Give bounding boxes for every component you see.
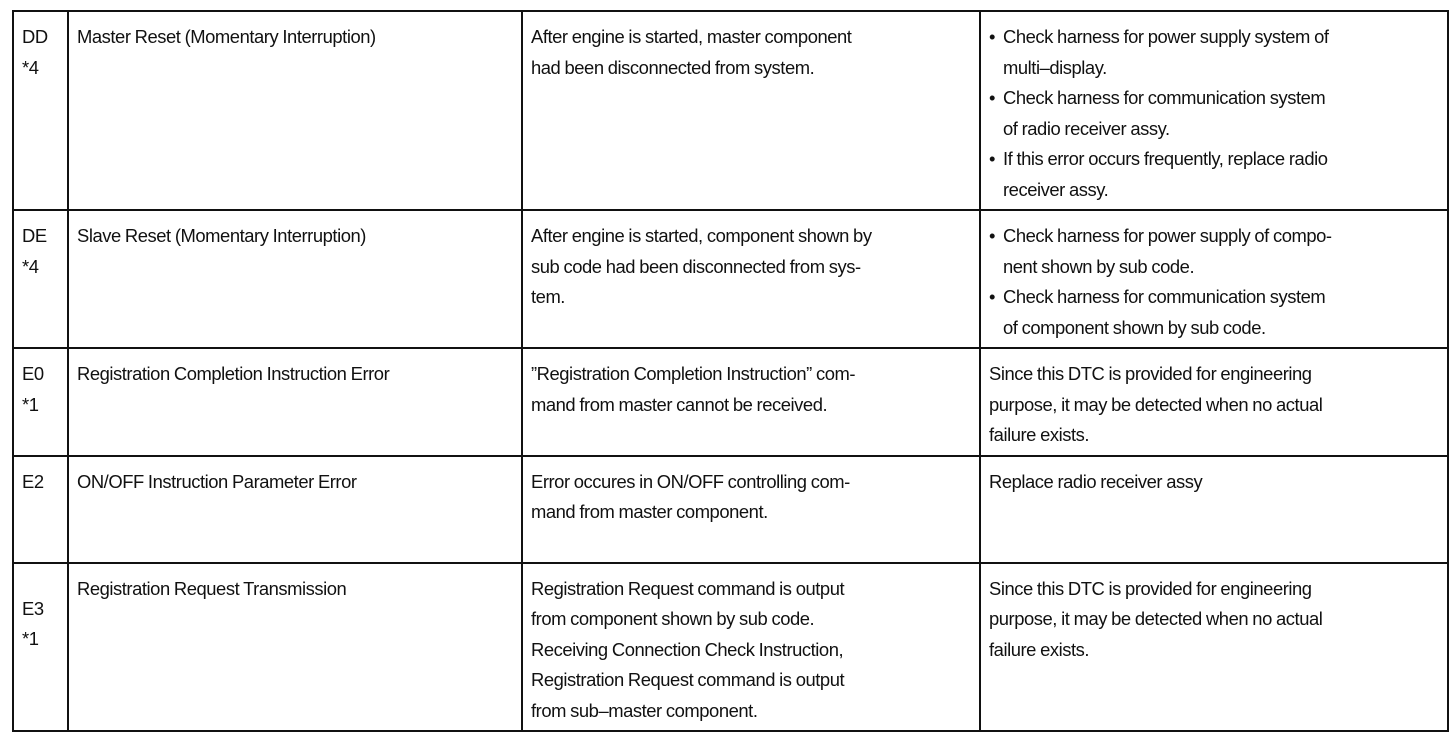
action-line: If this error occurs frequently, replace radio [1003, 148, 1328, 169]
action-bullet [989, 22, 1439, 83]
table-row [13, 563, 1448, 732]
dtc-code-cell [13, 348, 68, 456]
condition-line: After engine is started, master component [531, 26, 852, 47]
action-line: Since this DTC is provided for engineering [989, 577, 1312, 599]
action-cell [980, 210, 1448, 348]
action-line: Check harness for power supply system of [1003, 26, 1329, 47]
condition-cell [522, 456, 980, 563]
dtc-code: E3 [22, 597, 44, 619]
dtc-code: E0 [22, 363, 44, 384]
action-line: Replace radio receiver assy [989, 470, 1203, 492]
action-line: nent shown by sub code. [1003, 255, 1195, 277]
action-cell [980, 348, 1448, 456]
condition-line: Error occures in ON/OFF controlling com- [531, 470, 850, 492]
detection-item: Master Reset (Momentary Interruption) [77, 26, 376, 47]
action-line: failure exists. [989, 638, 1090, 660]
detection-item-cell [68, 210, 522, 348]
action-line: Check harness for communication system [1003, 87, 1326, 108]
bullet-icon: • [989, 148, 995, 169]
dtc-table [12, 10, 1449, 732]
action-cell [980, 456, 1448, 563]
bullet-icon: • [989, 225, 995, 246]
detection-item-cell [68, 563, 522, 732]
dtc-code: DD [22, 26, 48, 47]
detection-item-cell [68, 456, 522, 563]
bullet-icon: • [989, 87, 995, 108]
condition-line: had been disconnected from system. [531, 56, 815, 78]
action-line: failure exists. [989, 424, 1090, 445]
action-bullet [989, 83, 1439, 144]
dtc-footnote-ref: *1 [22, 393, 39, 415]
condition-line: mand from master cannot be received. [531, 393, 828, 415]
bullet-icon: • [989, 286, 995, 307]
condition-line: sub code had been disconnected from sys- [531, 255, 861, 277]
detection-item: Registration Request Transmission [77, 577, 347, 599]
action-bullet [989, 221, 1439, 282]
condition-line: Registration Request command is output [531, 577, 845, 599]
action-line: Check harness for communication system [1003, 286, 1326, 307]
condition-line: tem. [531, 286, 565, 307]
action-bullet [989, 282, 1439, 343]
dtc-footnote-ref: *4 [22, 255, 39, 277]
condition-line: Registration Request command is output [531, 669, 845, 690]
condition-cell [522, 11, 980, 210]
bullet-icon: • [989, 26, 995, 47]
condition-line: from component shown by sub code. [531, 608, 815, 629]
condition-cell [522, 348, 980, 456]
action-line: of radio receiver assy. [1003, 117, 1170, 139]
table-row [13, 210, 1448, 348]
action-line: purpose, it may be detected when no actual [989, 393, 1323, 415]
detection-item: Slave Reset (Momentary Interruption) [77, 225, 366, 246]
condition-line: ”Registration Completion Instruction” com- [531, 363, 856, 384]
action-cell [980, 11, 1448, 210]
dtc-code-cell [13, 11, 68, 210]
action-cell [980, 563, 1448, 732]
table-row [13, 11, 1448, 210]
detection-item-cell [68, 348, 522, 456]
dtc-footnote-ref: *4 [22, 56, 39, 78]
action-line: of component shown by sub code. [1003, 316, 1266, 338]
action-bullet [989, 144, 1439, 205]
detection-item-cell [68, 11, 522, 210]
table-row [13, 456, 1448, 563]
action-line: multi–display. [1003, 56, 1107, 78]
condition-line: Receiving Connection Check Instruction, [531, 638, 844, 660]
dtc-code: DE [22, 225, 47, 246]
dtc-code: E2 [22, 470, 44, 492]
condition-cell [522, 210, 980, 348]
action-line: purpose, it may be detected when no actual [989, 608, 1323, 629]
dtc-footnote-ref: *1 [22, 628, 39, 649]
detection-item: ON/OFF Instruction Parameter Error [77, 470, 357, 492]
table-row [13, 348, 1448, 456]
action-line: receiver assy. [1003, 178, 1109, 200]
dtc-code-cell [13, 210, 68, 348]
detection-item: Registration Completion Instruction Error [77, 363, 390, 384]
dtc-code-cell [13, 563, 68, 732]
condition-line: from sub–master component. [531, 699, 758, 721]
condition-line: mand from master component. [531, 501, 768, 522]
condition-cell [522, 563, 980, 732]
action-line: Since this DTC is provided for engineering [989, 363, 1312, 384]
dtc-code-cell [13, 456, 68, 563]
condition-line: After engine is started, component shown by [531, 225, 872, 246]
action-line: Check harness for power supply of compo- [1003, 225, 1332, 246]
